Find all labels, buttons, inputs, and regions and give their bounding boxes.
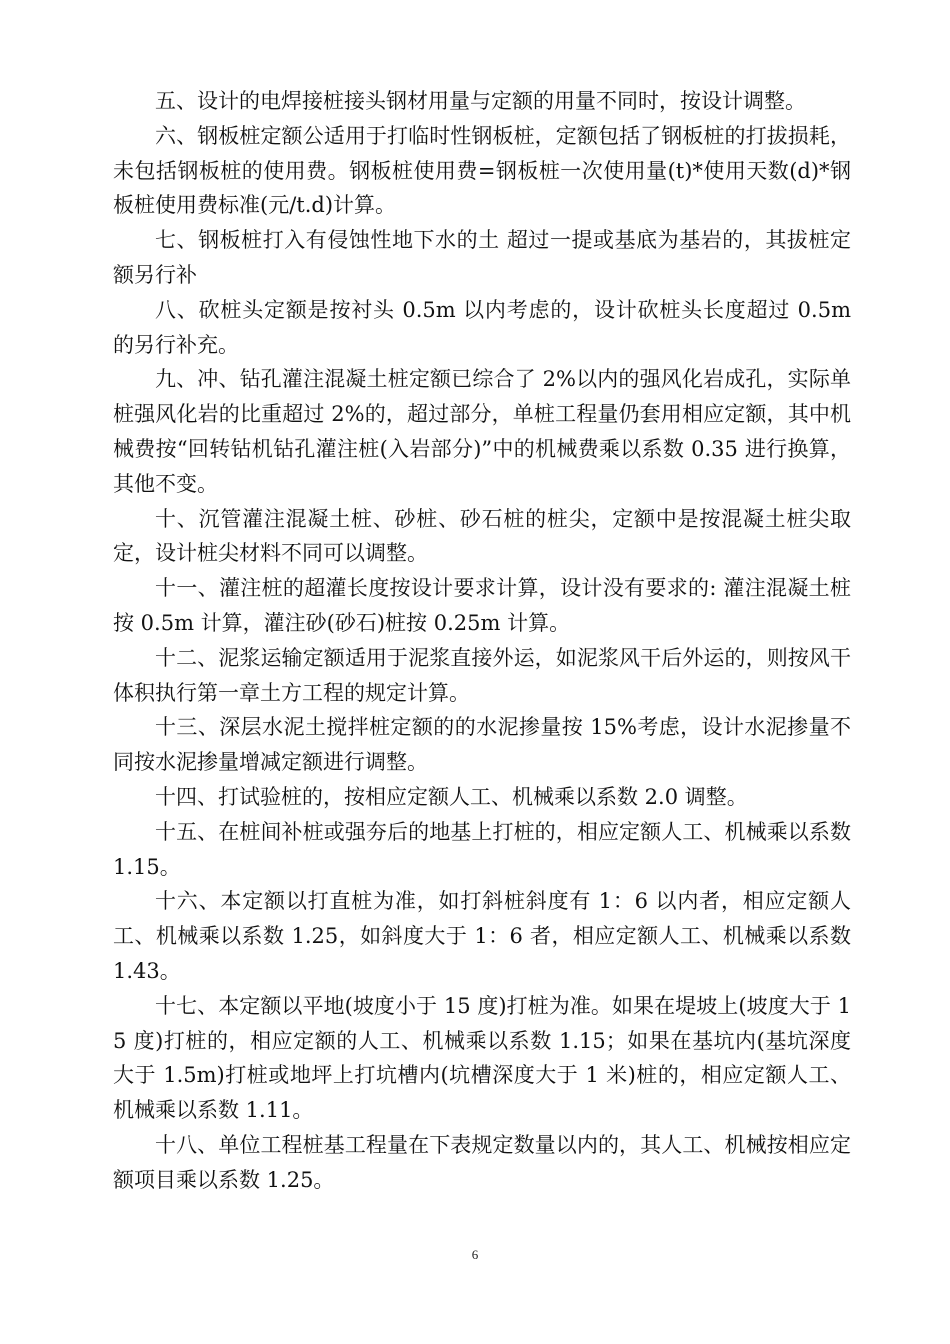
- paragraph-5: 五、设计的电焊接桩接头钢材用量与定额的用量不同时，按设计调整。: [155, 89, 806, 113]
- document-body: [113, 84, 851, 1198]
- paragraph-7: 七、钢板桩打入有侵蚀性地下水的土 超过一提或基底为基岩的，其拔桩定额另行补: [113, 228, 851, 287]
- paragraph-9: 九、冲、钻孔灌注混凝土桩定额已综合了 2%以内的强风化岩成孔，实际单桩强风化岩的比重超过 2%的，超过部分，单桩工程量仍套用相应定额，其中机械费按“回转钻机钻孔灌注桩(入岩部分)”中的机械费乘以系数 0.35 进行换算，其他不变。: [113, 367, 851, 496]
- paragraph-14: 十四、打试验桩的，按相应定额人工、机械乘以系数 2.0 调整。: [155, 784, 748, 809]
- paragraph-6: 六、钢板桩定额公适用于打临时性钢板桩，定额包括了钢板桩的打拔损耗，未包括钢板桩的使用费。钢板桩使用费=钢板桩一次使用量(t)*使用天数(d)*钢板桩使用费标准(元/t.d)计算。: [113, 123, 851, 218]
- paragraph-17: 十七、本定额以平地(坡度小于 15 度)打桩为准。如果在堤坡上(坡度大于 15 度)打桩的，相应定额的人工、机械乘以系数 1.15；如果在基坑内(基坑深度大于 1.5m)打桩或地坪上打坑槽内(坑槽深度大于 1 米)桩的，相应定额人工、机械乘以系数 1.11。: [113, 993, 851, 1123]
- paragraph-18: 十八、单位工程桩基工程量在下表规定数量以内的，其人工、机械按相应定额项目乘以系数 1.25。: [113, 1132, 851, 1192]
- paragraph-12: 十二、泥浆运输定额适用于泥浆直接外运，如泥浆风干后外运的，则按风干体积执行第一章土方工程的规定计算。: [113, 645, 851, 705]
- paragraph-16: 十六、本定额以打直桩为准，如打斜桩斜度有 1：6 以内者，相应定额人工、机械乘以系数 1.25，如斜度大于 1：6 者，相应定额人工、机械乘以系数 1.43。: [113, 889, 851, 983]
- paragraph-10: 十、沉管灌注混凝土桩、砂桩、砂石桩的桩尖，定额中是按混凝土桩尖取定，设计桩尖材料不同可以调整。: [113, 506, 851, 566]
- paragraph-11: 十一、灌注桩的超灌长度按设计要求计算，设计没有要求的: 灌注混凝土桩按 0.5m 计算，灌注砂(砂石)桩按 0.25m 计算。: [113, 576, 851, 635]
- paragraph-8: 八、砍桩头定额是按衬头 0.5m 以内考虑的，设计砍桩头长度超过 0.5m 的另行补充。: [113, 297, 851, 357]
- paragraph-15: 十五、在桩间补桩或强夯后的地基上打桩的，相应定额人工、机械乘以系数 1.15。: [113, 819, 851, 879]
- page-number: 6: [471, 1247, 479, 1262]
- paragraph-13: 十三、深层水泥土搅拌桩定额的的水泥掺量按 15%考虑，设计水泥掺量不同按水泥掺量增减定额进行调整。: [113, 715, 851, 775]
